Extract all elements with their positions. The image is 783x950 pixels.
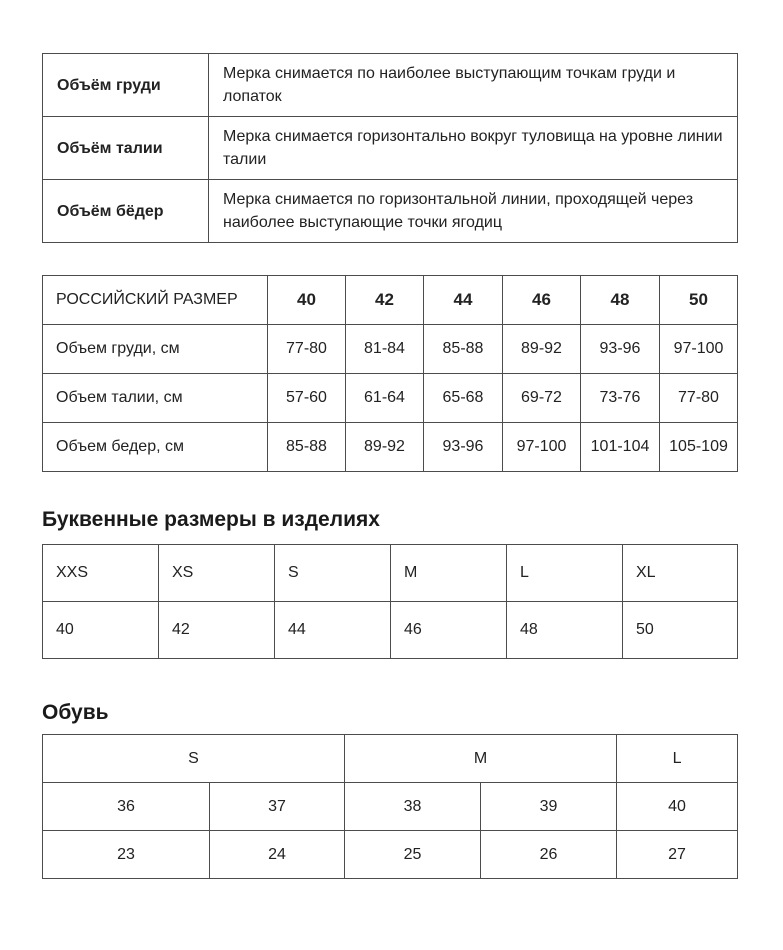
size-column-header: 42 bbox=[346, 276, 424, 325]
size-column-header: 48 bbox=[581, 276, 660, 325]
shoe-eu-size-cell: 37 bbox=[210, 783, 345, 831]
size-range-cell: 93-96 bbox=[424, 423, 503, 472]
size-range-cell: 69-72 bbox=[503, 374, 581, 423]
size-range-cell: 105-109 bbox=[660, 423, 738, 472]
size-range-cell: 97-100 bbox=[503, 423, 581, 472]
number-size-cell: 44 bbox=[275, 602, 391, 659]
letter-size-cell: S bbox=[275, 545, 391, 602]
number-size-cell: 50 bbox=[623, 602, 738, 659]
row-label: Объем талии, см bbox=[43, 374, 268, 423]
size-range-cell: 85-88 bbox=[424, 325, 503, 374]
number-size-cell: 46 bbox=[391, 602, 507, 659]
size-column-header: 46 bbox=[503, 276, 581, 325]
table-row bbox=[43, 54, 738, 117]
table-row bbox=[43, 117, 738, 180]
size-range-cell: 77-80 bbox=[660, 374, 738, 423]
table-row bbox=[43, 374, 738, 423]
number-size-cell: 48 bbox=[507, 602, 623, 659]
size-range-cell: 85-88 bbox=[268, 423, 346, 472]
size-range-cell: 81-84 bbox=[346, 325, 424, 374]
size-range-cell: 73-76 bbox=[581, 374, 660, 423]
shoe-cm-size-cell: 27 bbox=[617, 831, 738, 879]
table-header-row bbox=[43, 276, 738, 325]
letter-size-cell: XS bbox=[159, 545, 275, 602]
measurement-label: Объём бёдер bbox=[43, 180, 209, 243]
measurement-description: Мерка снимается горизонтально вокруг туловища на уровне линии талии bbox=[209, 117, 738, 180]
shoe-eu-size-cell: 36 bbox=[43, 783, 210, 831]
row-label: Объем бедер, см bbox=[43, 423, 268, 472]
shoes-size-table bbox=[42, 734, 738, 879]
size-range-cell: 97-100 bbox=[660, 325, 738, 374]
letter-size-cell: XXS bbox=[43, 545, 159, 602]
table-header-row bbox=[43, 545, 738, 602]
shoe-group-header: S bbox=[43, 735, 345, 783]
shoes-heading: Обувь bbox=[42, 701, 109, 724]
shoe-cm-size-cell: 23 bbox=[43, 831, 210, 879]
size-range-cell: 61-64 bbox=[346, 374, 424, 423]
shoe-eu-size-cell: 40 bbox=[617, 783, 738, 831]
table-row bbox=[43, 602, 738, 659]
table-row bbox=[43, 423, 738, 472]
size-range-cell: 89-92 bbox=[346, 423, 424, 472]
shoe-eu-size-cell: 39 bbox=[481, 783, 617, 831]
size-column-header: 50 bbox=[660, 276, 738, 325]
shoe-eu-size-cell: 38 bbox=[345, 783, 481, 831]
size-range-cell: 93-96 bbox=[581, 325, 660, 374]
russian-size-header-label: РОССИЙСКИЙ РАЗМЕР bbox=[43, 276, 268, 325]
letter-size-cell: M bbox=[391, 545, 507, 602]
letter-size-cell: XL bbox=[623, 545, 738, 602]
shoe-group-header: M bbox=[345, 735, 617, 783]
measurement-label: Объём груди bbox=[43, 54, 209, 117]
size-range-cell: 65-68 bbox=[424, 374, 503, 423]
size-range-cell: 89-92 bbox=[503, 325, 581, 374]
measurement-description: Мерка снимается по горизонтальной линии, проходящей через наиболее выступающие точки ягодиц bbox=[209, 180, 738, 243]
measurement-definitions-table bbox=[42, 53, 738, 243]
size-column-header: 44 bbox=[424, 276, 503, 325]
shoe-cm-size-cell: 25 bbox=[345, 831, 481, 879]
size-chart-page bbox=[42, 0, 737, 879]
row-label: Объем груди, см bbox=[43, 325, 268, 374]
russian-size-table bbox=[42, 275, 738, 472]
measurement-label: Объём талии bbox=[43, 117, 209, 180]
number-size-cell: 42 bbox=[159, 602, 275, 659]
table-header-row bbox=[43, 735, 738, 783]
letter-sizes-table bbox=[42, 544, 738, 659]
table-row bbox=[43, 325, 738, 374]
size-column-header: 40 bbox=[268, 276, 346, 325]
shoe-cm-size-cell: 26 bbox=[481, 831, 617, 879]
shoe-cm-size-cell: 24 bbox=[210, 831, 345, 879]
table-row bbox=[43, 783, 738, 831]
size-range-cell: 101-104 bbox=[581, 423, 660, 472]
letter-size-cell: L bbox=[507, 545, 623, 602]
table-row bbox=[43, 831, 738, 879]
size-range-cell: 57-60 bbox=[268, 374, 346, 423]
number-size-cell: 40 bbox=[43, 602, 159, 659]
measurement-description: Мерка снимается по наиболее выступающим точкам груди и лопаток bbox=[209, 54, 738, 117]
shoe-group-header: L bbox=[617, 735, 738, 783]
letter-sizes-heading: Буквенные размеры в изделиях bbox=[42, 508, 380, 531]
size-range-cell: 77-80 bbox=[268, 325, 346, 374]
table-row bbox=[43, 180, 738, 243]
